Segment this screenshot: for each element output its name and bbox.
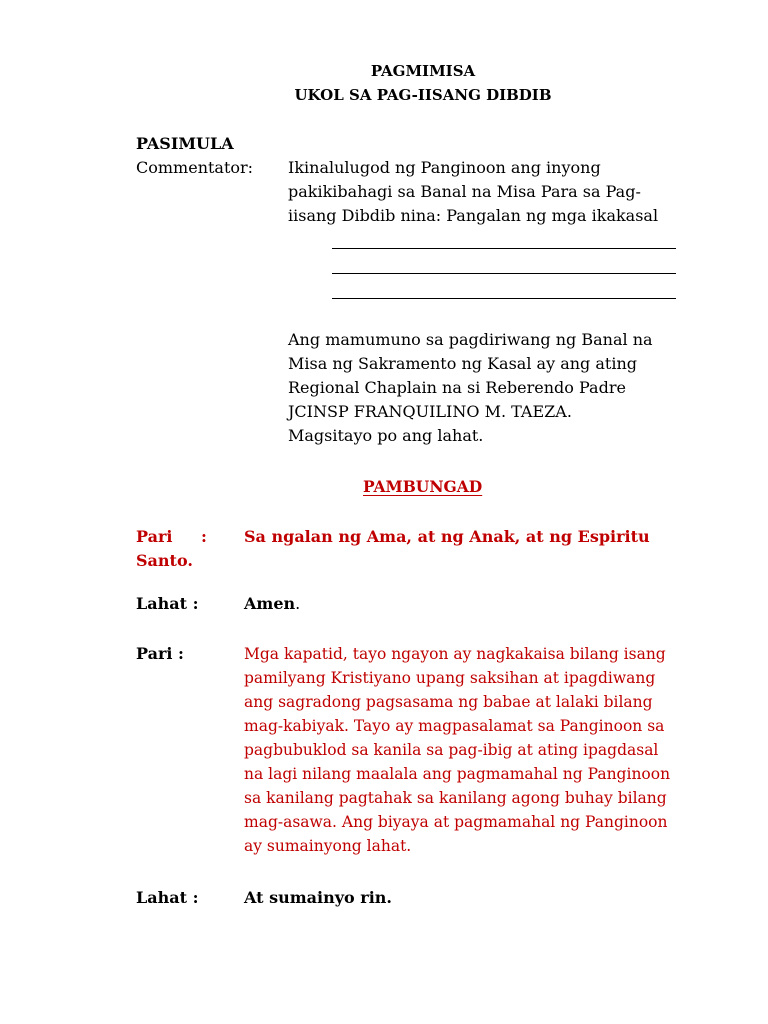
speaker-colon: : <box>201 527 207 546</box>
greeting-line: Mga kapatid, tayo ngayon ay nagkakaisa bilang isang <box>244 645 666 663</box>
paragraph-line: JCINSP FRANQUILINO M. TAEZA. <box>288 402 572 421</box>
pari-opening-text-cont: Santo. <box>136 551 193 570</box>
name-blank-line <box>332 298 676 299</box>
name-blank-line <box>332 273 676 274</box>
paragraph-line: Misa ng Sakramento ng Kasal ay ang ating <box>288 354 637 373</box>
speaker-lahat: Lahat : <box>136 594 199 613</box>
speaker-lahat: Lahat : <box>136 888 199 907</box>
commentator-text <box>288 156 708 228</box>
section-heading-pasimula: PASIMULA <box>136 134 234 153</box>
commentator-line: Ikinalulugod ng Panginoon ang inyong <box>288 158 601 177</box>
amen-period: . <box>295 594 301 613</box>
greeting-line: sa kanilang pagtahak sa kanilang agong buhay bilang <box>244 789 667 807</box>
greeting-line: mag-asawa. Ang biyaya at pagmamahal ng Panginoon <box>244 813 668 831</box>
commentator-paragraph-2 <box>288 328 708 448</box>
pari-opening-text: Sa ngalan ng Ama, at ng Anak, at ng Espiritu <box>244 527 650 546</box>
document-title: PAGMIMISA <box>370 62 476 80</box>
speaker-pari: Pari <box>136 527 173 546</box>
lahat-response: At sumainyo rin. <box>244 888 392 907</box>
commentator-line: pakikibahagi sa Banal na Misa Para sa Pag- <box>288 182 641 201</box>
greeting-line: pamilyang Kristiyano upang saksihan at ipagdiwang <box>244 669 656 687</box>
greeting-line: na lagi nilang maalala ang pagmamahal ng Panginoon <box>244 765 671 783</box>
lahat-response <box>244 594 300 613</box>
greeting-line: pagbubuklod sa kanila sa pag-ibig at ating ipagdasal <box>244 741 659 759</box>
greeting-line: ang sagradong pagsasama ng babae at lalaki bilang <box>244 693 653 711</box>
paragraph-line: Ang mamumuno sa pagdiriwang ng Banal na <box>288 330 653 349</box>
amen-text: Amen <box>244 594 296 613</box>
pari-greeting-text <box>244 642 712 858</box>
name-blank-line <box>332 248 676 249</box>
speaker-pari: Pari : <box>136 644 184 663</box>
greeting-line: ay sumainyong lahat. <box>244 837 412 855</box>
document-subtitle: UKOL SA PAG-IISANG DIBDIB <box>294 86 552 104</box>
paragraph-line: Magsitayo po ang lahat. <box>288 426 484 445</box>
section-heading-pambungad: PAMBUNGAD <box>363 477 483 496</box>
greeting-line: mag-kabiyak. Tayo ay magpasalamat sa Panginoon sa <box>244 717 665 735</box>
commentator-line: iisang Dibdib nina: Pangalan ng mga ikakasal <box>288 206 659 225</box>
paragraph-line: Regional Chaplain na si Reberendo Padre <box>288 378 626 397</box>
speaker-commentator: Commentator: <box>136 158 254 177</box>
